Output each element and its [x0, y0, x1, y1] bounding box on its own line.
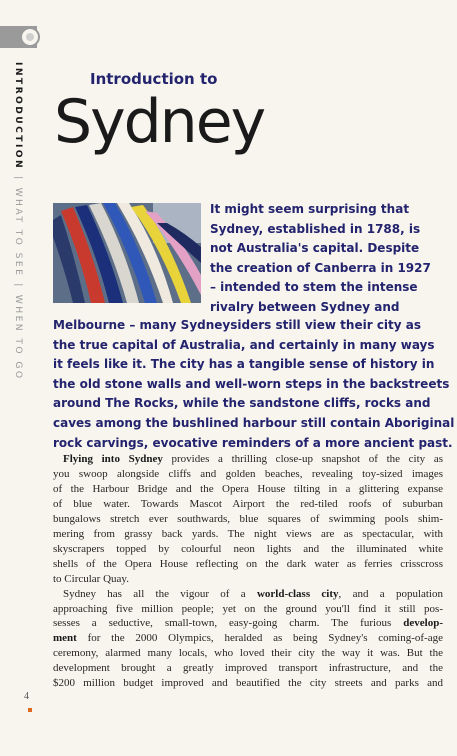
lead-line: – intended to stem the intense [210, 280, 418, 295]
body-bold: world-class city [256, 587, 339, 600]
page-number: 4 [24, 691, 29, 702]
lead-paragraph-right [210, 200, 431, 318]
body-bold: Flying into Sydney [63, 453, 163, 465]
nav-item-when-to-go[interactable]: WHEN TO GO [13, 294, 24, 381]
body-bold: ment [53, 632, 77, 645]
body-bold: develop- [403, 617, 443, 630]
nav-item-what-to-see[interactable]: WHAT TO SEE [13, 187, 24, 278]
body-line: to Circular Quay. [53, 572, 129, 585]
body-line: you swoop alongside cliffs and golden beaches, revealing toy-sized images [53, 467, 443, 480]
lead-line: it feels like it. The city has a tangible sense of history in [53, 357, 435, 372]
surfboards-photo [53, 203, 201, 303]
lead-line: It might seem surprising that [210, 202, 410, 216]
page-title: Sydney [54, 87, 265, 157]
body-line: sesses a seductive, small-town, easy-going charm. The furious develop- [53, 617, 443, 630]
lead-line: around The Rocks, while the sandstone cliffs, rocks and [53, 396, 431, 411]
body-line: skyscrapers topped by colourful neon lights and the illuminated white [53, 542, 443, 555]
body-line: of the Harbour Bridge and the Opera House tilting in a glittering expanse [53, 482, 443, 495]
body-line: shells of the Opera House reflecting on the dark water as ferries crisscross [53, 557, 443, 570]
body-line: ceremony, alarmed many locals, who loved their city the way it was. But the [53, 647, 443, 660]
lead-line: Sydney, established in 1788, is [210, 221, 421, 236]
body-line: of blue water. Towards Mascot Airport the red-tiled roofs of suburban [53, 497, 443, 510]
lead-line: caves among the bushlined harbour still contain Aboriginal [53, 415, 455, 430]
body-line: ment for the 2000 Olympics, heralded as being Sydney's coming-of-age [53, 632, 443, 645]
lead-line: the old stone walls and well-worn steps in the backstreets [53, 376, 450, 391]
body-line: bungalows stretch ever southwards, blue squares of swimming pools shim- [53, 512, 443, 525]
lead-paragraph-full [53, 316, 454, 453]
body-line: approaching five million people; yet on the ground you'll find it still pos- [53, 602, 443, 615]
lead-line: the true capital of Australia, and certainly in many ways [53, 337, 435, 352]
square-bullet-icon [28, 708, 32, 712]
body-line: development brought a greatly improved transport infrastructure, and the [53, 662, 443, 675]
circle-icon [20, 27, 40, 47]
lead-line: rock carvings, evocative reminders of a more ancient past. [53, 435, 453, 450]
body-line: $200 million budget improved and beautified the city streets and parks and [53, 677, 443, 690]
lead-line: Melbourne – many Sydneysiders still view their city as [53, 318, 422, 332]
body-line: Sydney has all the vigour of a world-class city, and a population [63, 587, 443, 600]
body-text [53, 452, 443, 691]
lead-line: the creation of Canberra in 1927 [210, 260, 431, 275]
page-kicker: Introduction to [90, 70, 218, 88]
body-line: Flying into Sydney provides a thrilling close-up snapshot of the city as [63, 453, 443, 465]
section-navigation: INTRODUCTION|WHAT TO SEE|WHEN TO GO [8, 62, 28, 322]
body-line: mering from grassy back yards. The night views are as spectacular, with [53, 527, 443, 540]
lead-line: not Australia's capital. Despite [210, 241, 420, 256]
nav-item-introduction[interactable]: INTRODUCTION [13, 62, 24, 171]
lead-line: rivalry between Sydney and [210, 299, 400, 314]
